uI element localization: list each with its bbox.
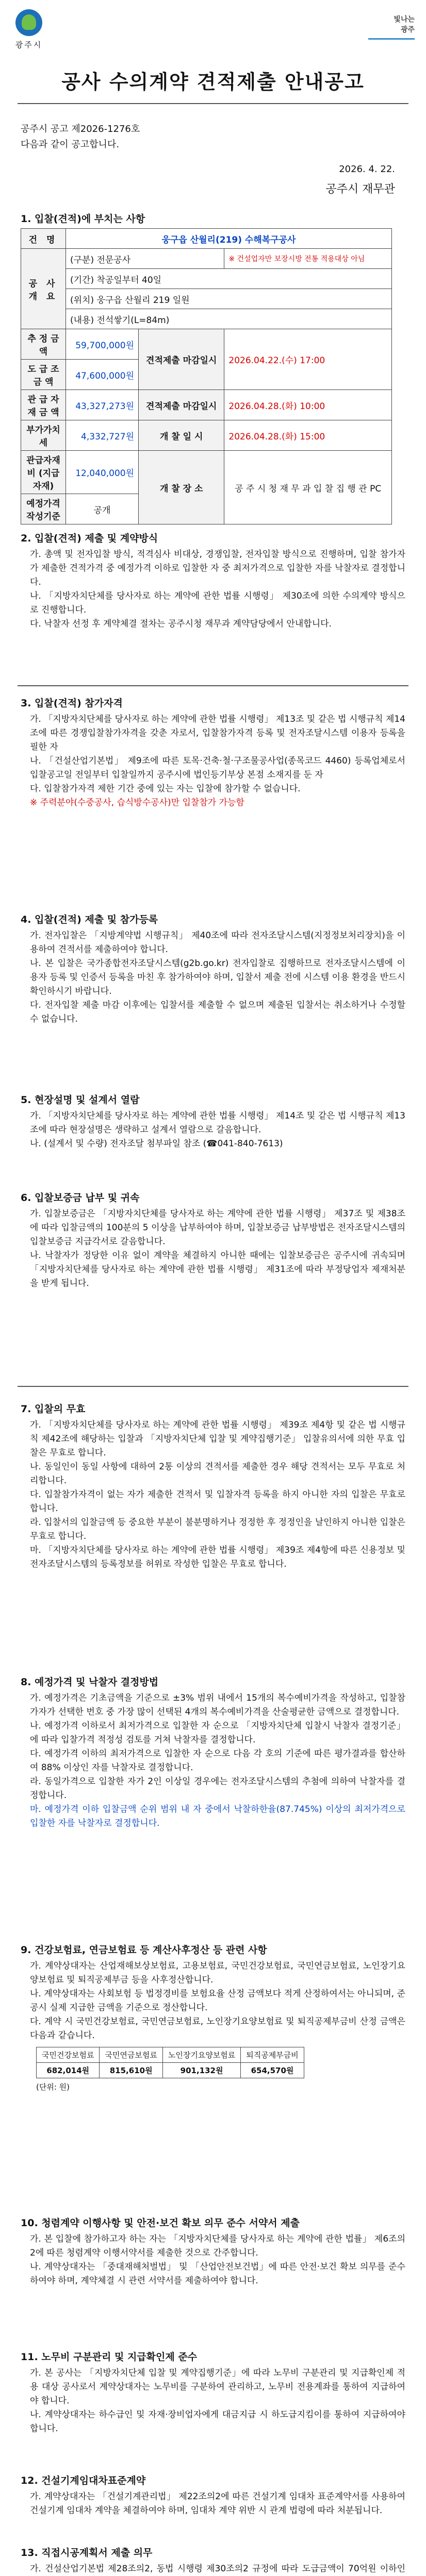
- section-7-line: 가. 「지방자치단체를 당사자로 하는 계약에 관한 법률 시행령」 제39조 제4항 및 같은 법 시행규칙 제42조에 해당하는 입찰과 「지방자치단체 입찰 및 계약집행기준」 입찰유의서에 의한 무효 입찰은 무효로 합니다.: [30, 1420, 405, 1458]
- section-4-line: 나. 본 입찰은 국가종합전자조달시스템(g2b.go.kr) 전자입찰로 집행하므로 전자조달시스템에 이용자 등록 및 인증서 등록을 마친 후 참가하여야 하며, 입찰서 제출 전에 시스템 이용 환경을 반드시 확인하시기 바랍니다.: [30, 958, 405, 996]
- sched-value-1: 2026.04.22.(수) 17:00: [224, 329, 392, 390]
- section-9: [21, 1942, 405, 2092]
- section-1-title: 1. 입찰(견적)에 부치는 사항: [21, 213, 145, 225]
- section-12: [21, 2473, 405, 2518]
- overview-label: 공 사 개 요: [21, 249, 66, 329]
- section-3-line: 가. 「지방자치단체를 당사자로 하는 계약에 관한 법률 시행령」 제13조 및 같은 법 시행규칙 제14조에 따른 경쟁입찰참가자격을 갖춘 자로서, 입찰참가자격 등록 및 전자조달시스템 이용자 등록을 필한 자: [30, 714, 405, 752]
- section-5: [21, 1092, 405, 1151]
- sched-label-1: 견적제출 마감일시: [139, 329, 224, 390]
- section-6-line: 가. 입찰보증금은 「지방자치단체를 당사자로 하는 계약에 관한 법률 시행령」 제37조 및 제38조에 따라 입찰금액의 100분의 5 이상을 납부하여야 하며, 입찰보증금 납부방법은 전자조달시스템의 입찰보증금 지급각서로 갈음합니다.: [30, 1209, 405, 1247]
- section-9-line: 가. 계약상대자는 산업재해보상보험료, 고용보험료, 국민건강보험료, 국민연금보험료, 노인장기요양보험료 및 퇴직공제부금 등을 사후정산합니다.: [30, 1961, 405, 1985]
- notice-intro: 다음과 같이 공고합니다.: [21, 139, 120, 150]
- section-13-title: 13. 직접시공계획서 제출 의무: [21, 2547, 153, 2558]
- slogan-line1: 빛나는: [394, 15, 415, 24]
- section-7-title: 7. 입찰의 무효: [21, 1403, 86, 1415]
- notice-date: 2026. 4. 22.: [339, 164, 395, 175]
- section-11: [21, 2349, 405, 2436]
- project-label: 건 명: [21, 229, 66, 249]
- section-2-title: 2. 입찰(견적) 제출 및 계약방식: [21, 533, 158, 544]
- notice-number: 공주시 공고 제2026-1276호: [21, 124, 140, 134]
- rate-table-unit: (단위: 원): [36, 2082, 70, 2092]
- rate-header: 국민건강보험료: [37, 2047, 100, 2063]
- section-10-line: 가. 본 입찰에 참가하고자 하는 자는 「지방자치단체를 당사자로 하는 계약에 관한 법률」 제6조의2에 따른 청렴계약 이행서약서를 제출한 것으로 간주합니다.: [30, 2234, 405, 2258]
- section-4: [21, 912, 405, 1026]
- section-5-line: 가. 「지방자치단체를 당사자로 하는 계약에 관한 법률 시행령」 제14조 및 같은 법 시행규칙 제13조에 따라 현장설명은 생략하고 설계서 열람으로 갈음합니다.: [30, 1111, 405, 1135]
- section-7-line: 나. 동일인이 동일 사항에 대하여 2통 이상의 견적서를 제출한 경우 해당 견적서는 모두 무효로 처리합니다.: [30, 1462, 405, 1486]
- overview-content: (내용) 전석쌓기(L=84m): [66, 309, 392, 329]
- section-2-line: 나. 「지방자치단체를 당사자로 하는 계약에 관한 법률 시행령」 제30조에 의한 수의계약 방식으로 진행합니다.: [30, 591, 405, 615]
- section-8-line: 가. 예정가격은 기초금액을 기준으로 ±3% 범위 내에서 15개의 복수예비가격을 작성하고, 입찰참가자가 선택한 번호 중 가장 많이 선택된 4개의 복수예비가격을 산술평균한 금액으로 결정합니다.: [30, 1693, 405, 1717]
- section-12-line: 가. 계약상대자는 「건설기계관리법」 제22조의2에 따른 건설기계 임대차 표준계약서를 사용하여 건설기계 임대차 계약을 체결하여야 하며, 임대차 계약 위반 시 관계 법령에 따라 처분됩니다.: [30, 2492, 405, 2516]
- overview-type: (구분) 전문공사: [66, 249, 224, 269]
- section-6-line: 나. 낙찰자가 정당한 이유 없이 계약을 체결하지 아니한 때에는 입찰보증금은 공주시에 귀속되며 「지방자치단체를 당사자로 하는 계약에 관한 법률 시행령」 제31조에 따라 부정당업자 제재처분을 받게 됩니다.: [30, 1250, 405, 1289]
- cost-label-1: 추 정 금 액: [21, 329, 66, 360]
- section-9-line: 다. 계약 시 국민건강보험료, 국민연금보험료, 노인장기요양보험료 및 퇴직공제부금비 산정 금액은 다음과 같습니다.: [30, 2016, 405, 2041]
- cost-label-3: 관 급 자 재 금 액: [21, 390, 66, 420]
- project-info-table: [21, 228, 392, 524]
- section-8-line: 나. 예정가격 이하로서 최저가격으로 입찰한 자 순으로 「지방자치단체 입찰시 낙찰자 결정기준」에 따라 입찰가격 적정성 검토를 거쳐 낙찰자를 결정합니다.: [30, 1721, 405, 1745]
- section-7: [21, 1401, 405, 1571]
- rate-header: 국민연금보험료: [100, 2047, 162, 2063]
- section-11-line: 나. 계약상대자는 하수급인 및 자재·장비업자에게 대금지급 시 하도급지킴이를 통하여 지급하여야 합니다.: [30, 2410, 405, 2434]
- org-logo: [11, 9, 46, 50]
- section-8-line: 다. 예정가격 이하의 최저가격으로 입찰한 자 순으로 다음 각 호의 기준에 따른 평가결과를 합산하여 88% 이상인 자를 낙찰자로 결정합니다.: [30, 1749, 405, 1773]
- section-6: [21, 1190, 405, 1291]
- section-divider: [18, 685, 408, 686]
- section-2-line: 다. 낙찰자 선정 후 계약체결 절차는 공주시청 재무과 계약담당에서 안내합니다.: [30, 619, 332, 629]
- rate-header: 노인장기요양보험료: [162, 2047, 240, 2063]
- section-7-line: 라. 입찰서의 입찰금액 등 중요한 부분이 불분명하거나 정정한 후 정정인을 날인하지 아니한 입찰은 무효로 합니다.: [30, 1517, 405, 1541]
- sched-label-4: 개 찰 장 소: [139, 451, 224, 524]
- section-2: [21, 531, 405, 631]
- cost-value-5: 12,040,000원: [66, 451, 139, 494]
- cost-label-5: 관급자재비 (지급자재): [21, 451, 66, 494]
- section-4-line: 다. 전자입찰 제출 마감 이후에는 입찰서를 제출할 수 없으며 제출된 입찰서는 취소하거나 수정할 수 없습니다.: [30, 1000, 405, 1024]
- section-9-title: 9. 건강보험료, 연금보험료 등 계산사후정산 등 관련 사항: [21, 1944, 267, 1956]
- sched-value-2: 2026.04.28.(화) 10:00: [224, 390, 392, 420]
- sched-label-2: 견적제출 마감일시: [139, 390, 224, 420]
- section-10: [21, 2215, 405, 2288]
- section-12-title: 12. 건설기계임대차표준계약: [21, 2475, 146, 2486]
- org-emblem-icon: [15, 9, 42, 36]
- sched-label-3: 개 찰 일 시: [139, 420, 224, 451]
- section-10-line: 나. 계약상대자는 「중대재해처벌법」 및 「산업안전보건법」에 따른 안전·보건 확보 의무를 준수하여야 하며, 계약체결 시 관련 서약서를 제출하여야 합니다.: [30, 2262, 405, 2286]
- section-8-line: 마. 예정가격 이하 입찰금액 순위 범위 내 자 중에서 낙찰하한율(87.745%) 이상의 최저가격으로 입찰한 자를 낙찰자로 결정합니다.: [30, 1804, 405, 1828]
- org-name: 광주시: [15, 40, 43, 49]
- rate-value: 815,610원: [100, 2063, 162, 2078]
- section-8-title: 8. 예정가격 및 낙찰자 결정방법: [21, 1676, 159, 1688]
- rate-value: 682,014원: [37, 2063, 100, 2078]
- insurance-rate-table: [36, 2047, 304, 2078]
- slogan-wave-icon: [368, 35, 415, 40]
- overview-type-note: ※ 건설업자만 보장시방 전통 적용대상 아님: [224, 249, 392, 269]
- section-10-title: 10. 청렴계약 이행사항 및 안전·보건 확보 의무 준수 서약서 제출: [21, 2217, 300, 2229]
- sched-value-3: 2026.04.28.(화) 15:00: [224, 420, 392, 451]
- section-13: [21, 2545, 405, 2576]
- section-8: [21, 1674, 405, 1831]
- cost-value-3: 43,327,273원: [66, 390, 139, 420]
- rate-value: 901,132원: [162, 2063, 240, 2078]
- project-name: 웅구읍 산월리(219) 수해복구공사: [66, 229, 392, 249]
- section-4-line: 가. 전자입찰은 「지방계약법 시행규칙」 제40조에 따라 전자조달시스템(지정정보처리장치)을 이용하여 견적서를 제출하여야 합니다.: [30, 930, 405, 955]
- section-7-line: 다. 입찰참가자격이 없는 자가 제출한 견적서 및 입찰자격 등록을 하지 아니한 자의 입찰은 무효로 합니다.: [30, 1489, 405, 1514]
- rate-value: 654,570원: [241, 2063, 304, 2078]
- section-4-title: 4. 입찰(견적) 제출 및 참가등록: [21, 914, 158, 925]
- cost-value-1: 59,700,000원: [66, 329, 139, 360]
- section-5-line: 나. (설계서 및 수량) 전자조달 첨부파일 참조 (☎041-840-7613): [30, 1139, 283, 1149]
- section-3-warning: ※ 주력분야(수중공사, 습식방수공사)만 입찰참가 가능함: [30, 798, 244, 808]
- section-8-line: 라. 동일가격으로 입찰한 자가 2인 이상일 경우에는 전자조달시스템의 추첨에 의하여 낙찰자를 결정합니다.: [30, 1776, 405, 1801]
- budget-value: 공개: [66, 494, 139, 524]
- overview-location: (위치) 웅구읍 산월리 219 일원: [66, 289, 392, 309]
- notice-issuer: 공주시 재무관: [325, 183, 395, 196]
- section-3-line: 나. 「건설산업기본법」 제9조에 따른 토목·건축·철·구조물공사업(종목코드 4460) 등록업체로서 입찰공고일 전일부터 입찰일까지 공주시에 법인등기부상 본점 소재지를 둔 자: [30, 756, 405, 780]
- section-2-line: 가. 총액 및 전자입찰 방식, 적격심사 비대상, 경쟁입찰, 전자입찰 방식으로 진행하며, 입찰 참가자가 제출한 견적가격 중 예정가격 이하로 입찰한 자 중 최저가격으로 입찰한 자를 낙찰자로 결정합니다.: [30, 549, 405, 587]
- cost-value-4: 4,332,727원: [66, 420, 139, 451]
- page-title: 공사 수의계약 견적제출 안내공고: [61, 71, 365, 93]
- title-divider: [18, 103, 408, 104]
- slogan-line2: 광주: [400, 26, 415, 34]
- sched-value-4: 공 주 시 청 재 무 과 입 찰 집 행 관 PC: [224, 451, 392, 524]
- section-divider: [18, 1386, 408, 1387]
- notice-meta: [21, 122, 140, 152]
- city-slogan: [368, 14, 415, 40]
- cost-label-4: 부가가치세: [21, 420, 66, 451]
- section-3-title: 3. 입찰(견적) 참가자격: [21, 698, 123, 709]
- rate-header: 퇴직공제부금비: [241, 2047, 304, 2063]
- section-11-line: 가. 본 공사는 「지방자치단체 입찰 및 계약집행기준」에 따라 노무비 구분관리 및 지급확인제 적용 대상 공사로서 계약상대자는 노무비를 구분하여 관리하고, 노무비 전용계좌를 통하여 지급하여야 합니다.: [30, 2368, 405, 2406]
- section-3-line: 다. 입찰참가자격 제한 기간 중에 있는 자는 입찰에 참가할 수 없습니다.: [30, 784, 301, 794]
- section-7-line: 마. 「지방자치단체를 당사자로 하는 계약에 관한 법률 시행령」 제39조 제4항에 따른 신용정보 및 전자조달시스템의 등록정보를 허위로 작성한 입찰은 무효로 합니다.: [30, 1545, 405, 1569]
- section-5-title: 5. 현장설명 및 설계서 열람: [21, 1094, 140, 1106]
- section-3: [21, 696, 405, 810]
- section-1: [21, 211, 405, 524]
- cost-value-2: 47,600,000원: [66, 360, 139, 390]
- overview-period: (기간) 착공일부터 40일: [66, 269, 392, 289]
- budget-label: 예정가격작성기준: [21, 494, 66, 524]
- section-13-line: 가. 건설산업기본법 제28조의2, 동법 시행령 제30조의2 규정에 따라 도급금액이 70억원 이하인: [30, 2564, 405, 2574]
- section-11-title: 11. 노무비 구분관리 및 지급확인제 준수: [21, 2351, 198, 2363]
- section-9-line: 나. 계약상대자는 사회보험 등 법정경비를 보험요율 산정 금액보다 적게 산정하여서는 아니되며, 준공시 실제 지급한 금액을 기준으로 정산합니다.: [30, 1989, 405, 2013]
- cost-label-2: 도 급 조 금 액: [21, 360, 66, 390]
- section-6-title: 6. 입찰보증금 납부 및 귀속: [21, 1192, 140, 1204]
